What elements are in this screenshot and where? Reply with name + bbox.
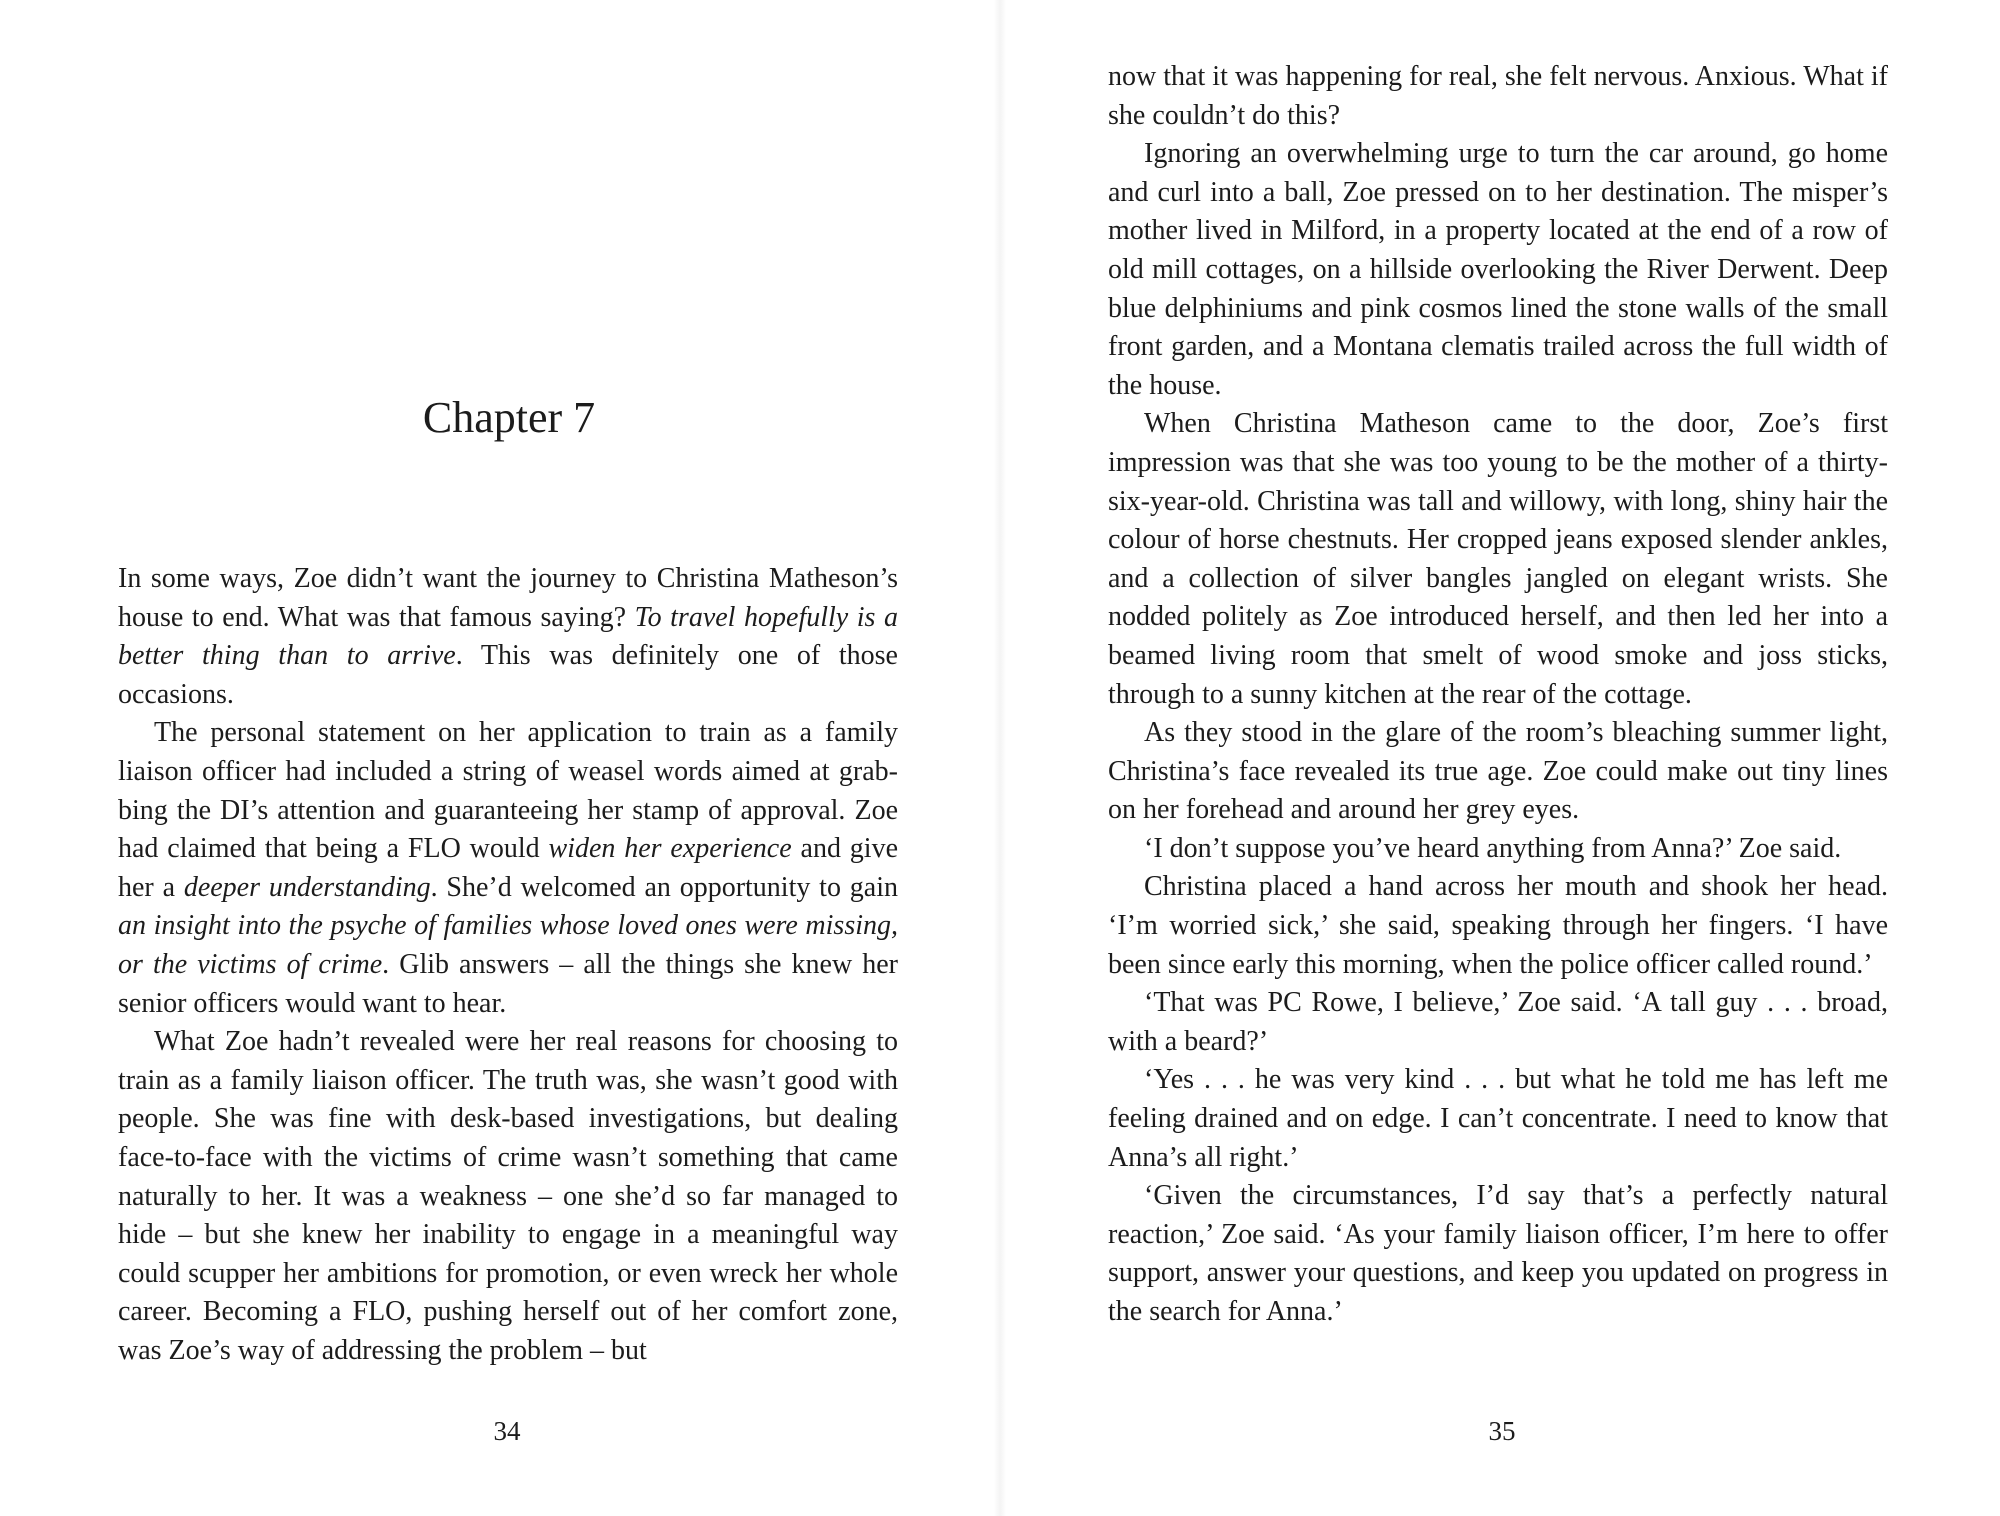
left-page-body — [118, 560, 898, 1370]
text-run: ‘Given the circumstances, I’d say that’s a perfectly natural reaction,’ Zoe said. ‘As your family liaison officer, I’m here to offer support, answer your questions, and keep you updated on progress in the search for Anna.’ — [1108, 1180, 1888, 1327]
paragraph — [1108, 868, 1888, 984]
text-run: . Glib answers – all the things she knew her senior officers would want to hear. — [118, 948, 898, 1019]
italic-text-run: an insight into the psyche of families whose loved ones were missing, or the victims of crime — [118, 910, 898, 980]
text-run: The personal statement on her application to train as a family liaison officer had included a string of weasel words aimed at grabbing the DI’s attention and guaranteeing her stamp of approval. Zoe had claimed that being a FLO would — [118, 717, 898, 865]
paragraph — [1108, 830, 1888, 869]
text-run: . She’d welcomed an opportunity to gain — [430, 871, 898, 903]
text-run: and give her a — [118, 833, 899, 903]
text-run: Christina placed a hand across her mouth and shook her head. ‘I’m worried sick,’ she said, speaking through her fingers. ‘I have been since early this morning, when the police officer called round.’ — [1108, 871, 1888, 980]
page-number-right: 35 — [1488, 1416, 1516, 1446]
chapter-title: Chapter 7 — [422, 393, 596, 442]
text-run: Ignoring an overwhelming urge to turn the car around, go home and curl into a ball, Zoe pressed on to her destination. The misper’s mother lived in Milford, in a property located at the end of a row of old mill cottages, on a hillside overlooking the River Derwent. Deep blue delphiniums and pink cosmos lined the stone walls of the small front garden, and a Montana clematis trailed across the full width of the house. — [1108, 138, 1888, 401]
paragraph — [1108, 58, 1888, 135]
paragraph — [1108, 135, 1888, 405]
text-run: In some ways, Zoe didn’t want the journey to Christina Matheson’s house to end. What was that famous saying? — [118, 563, 898, 633]
paragraph — [1108, 1061, 1888, 1177]
italic-text-run: widen her experience — [548, 833, 792, 865]
text-run: ‘That was PC Rowe, I believe,’ Zoe said. ‘A tall guy . . . broad, with a beard?’ — [1108, 987, 1888, 1057]
paragraph — [1108, 405, 1888, 714]
paragraph — [118, 1023, 898, 1370]
text-run: now that it was happening for real, she felt nervous. Anxious. What if she couldn’t do this? — [1108, 61, 1888, 131]
right-page — [1000, 0, 2000, 1516]
italic-text-run: deeper understanding — [183, 871, 431, 903]
paragraph — [118, 714, 898, 1023]
text-run: When Christina Matheson came to the door, Zoe’s first impression was that she was too young to be the mother of a thirty-six-year-old. Christina was tall and willowy, with long, shiny hair the colour of horse chestnuts. Her cropped jeans exposed slender ankles, and a collection of silver bangles jangled on elegant wrists. She nodded politely as Zoe introduced herself, and then led her into a beamed living room that smelt of wood smoke and joss sticks, through to a sunny kitchen at the rear of the cottage. — [1108, 408, 1888, 710]
page-number-left: 34 — [493, 1416, 521, 1446]
text-run: As they stood in the glare of the room’s bleaching summer light, Christina’s face revealed its true age. Zoe could make out tiny lines on her forehead and around her grey eyes. — [1108, 717, 1888, 826]
paragraph — [1108, 1177, 1888, 1331]
paragraph — [1108, 984, 1888, 1061]
text-run: . This was definitely one of those occasions. — [118, 640, 898, 710]
paragraph — [118, 560, 898, 714]
paragraph — [1108, 714, 1888, 830]
text-run: ‘I don’t suppose you’ve heard anything from Anna?’ Zoe said. — [1144, 832, 1842, 864]
text-run: What Zoe hadn’t revealed were her real reasons for choosing to train as a family liaison officer. The truth was, she wasn’t good with people. She was fine with desk-based investigations, but dealing face-to-face with the victims of crime wasn’t something that came naturally to her. It was a weakness – one she’d so far managed to hide – but she knew her inability to engage in a meaningful way could scupper her ambitions for promotion, or even wreck her whole career. Becoming a FLO, pushing herself out of her comfort zone, was Zoe’s way of addressing the problem – but — [118, 1026, 898, 1366]
text-run: ‘Yes . . . he was very kind . . . but what he told me has left me feeling drained and on edge. I can’t concentrate. I need to know that Anna’s all right.’ — [1108, 1064, 1888, 1173]
right-page-body — [1108, 58, 1888, 1332]
italic-text-run: To travel hopefully is a better thing than to arrive — [118, 601, 898, 672]
